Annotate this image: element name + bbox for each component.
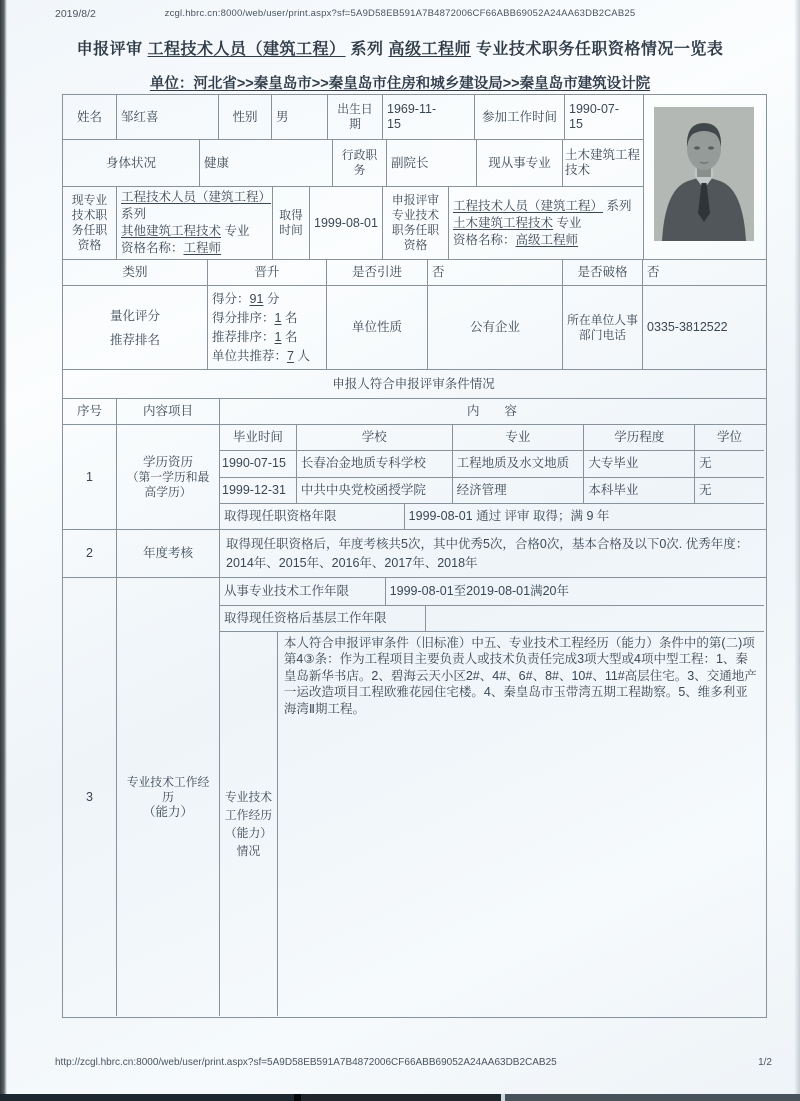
item2-review-group [63,529,766,577]
gender-label: 性别 [218,95,271,139]
current-cert-name: 工程师 [183,241,222,255]
item2-text: 取得现任职资格后，年度考核共5次，其中优秀5次，合格0次，基本合格及以下0次. 优秀年度：2014年、2015年、2016年、2017年、2018年 [219,530,764,577]
col-header-item: 内容项目 [116,399,219,424]
applied-title-value: 工程技术人员（建筑工程） 系列 土木建筑工程技术 专业 资格名称：高级工程师 [448,187,643,259]
tenure-value: 1999-08-01 通过 评审 取得；满 9 年 [404,504,764,529]
unit-type-label: 单位性质 [326,286,427,369]
category-value: 晋升 [207,260,326,285]
item3-content [219,578,764,1016]
edu1-school: 长春冶金地质专科学校 [296,451,452,477]
category-label: 类别 [122,265,148,279]
form-title-prefix: 申报评审 [76,41,148,58]
edu1-major: 工程地质及水文地质 [452,451,584,477]
scan-bottom-edge [0,1094,800,1101]
obtain-date-value: 1999-08-01 [309,187,382,259]
health-label: 身体状况 [105,155,156,170]
applied-title-label: 申报评审专业技术职务任职资格 [382,187,448,259]
applied-series: 工程技术人员（建筑工程） [453,198,604,213]
applied-cert-name: 高级工程师 [515,232,579,247]
conditions-section-title: 申报人符合申报评审条件情况 [332,376,495,391]
score-rank-value: 1 [274,311,282,325]
page-number: 1/2 [758,1057,772,1068]
basic-info-group [63,95,766,259]
applicant-photo [654,107,754,241]
edu1-academic: 无 [694,451,764,477]
exception-value: 否 [642,260,764,285]
import-label: 是否引进 [326,260,427,285]
edu1-degree: 大专毕业 [583,451,694,477]
admin-title-label: 行政职务 [332,140,386,186]
exception-label: 是否破格 [562,260,642,285]
work-start-value: 1990-07-15 [564,95,643,139]
unit-breadcrumb [0,72,800,93]
item2-no: 2 [86,546,93,560]
hr-phone-label: 所在单位人事部门电话 [562,286,642,369]
scan-right-shadow [794,0,800,1094]
col-header-content: 内 容 [219,399,764,424]
current-title-label: 现专业技术职务任职资格 [71,193,108,252]
birth-label: 出生日期 [327,95,382,139]
work-start-label: 参加工作时间 [474,95,564,139]
item1-no: 1 [86,469,93,484]
item3-no: 3 [86,789,93,804]
unit-path: 河北省>>秦皇岛市>>秦皇岛市住房和城乡建设局>>秦皇岛市建筑设计院 [193,76,651,92]
conditions-section-row [63,369,766,398]
item1-name: 学历资历 （第一学历和最高学历） [116,425,219,529]
basic-info-rows [63,95,643,259]
form-title-series: 工程技术人员（建筑工程） [147,41,346,58]
score-details: 得分：91 分 得分排序：1 名 推荐排序：1 名 单位共推荐：7 人 [207,286,326,369]
rec-rank-value: 1 [274,330,282,344]
profession-label: 现从事专业 [476,140,562,186]
edu-header-degree: 学历程度 [583,425,694,450]
edu-header-academic: 学位 [694,425,764,450]
score-row [63,285,766,369]
unit-label: 单位： [149,76,194,92]
current-series: 工程技术人员（建筑工程） [121,190,272,204]
form-title-middle: 系列 [345,41,389,58]
current-title-value: 工程技术人员（建筑工程）系列 其他建筑工程技术 专业 资格名称：工程师 [116,187,272,259]
current-specialty: 其他建筑工程技术 [121,224,222,238]
applicant-photo-cell [643,95,764,259]
applied-specialty: 土木建筑工程技术 [453,215,554,230]
total-recommended-value: 7 [287,349,294,363]
edu2-school: 中共中央党校函授学院 [296,478,452,504]
gender-value: 男 [271,95,327,139]
edu2-major: 经济管理 [452,478,584,504]
edu-header-school: 学校 [296,425,452,450]
form-title [0,36,800,59]
base-years-label: 取得现任资格后基层工作年限 [224,610,387,625]
edu-row-2 [220,477,764,504]
item2-name: 年度考核 [116,530,219,577]
edu-row-1 [220,450,764,477]
category-row [63,259,766,285]
edu2-date: 1999-12-31 [222,482,286,497]
scan-left-shadow [0,0,7,1094]
health-value: 健康 [199,140,332,186]
edu1-date: 1990-07-15 [222,456,286,471]
import-value: 否 [427,260,562,285]
work-years-value: 1999-08-01至2019-08-01满20年 [385,578,764,605]
print-date: 2019/8/2 [55,8,96,20]
conditions-header-row [63,398,766,424]
score-section-label: 量化评分 推荐排名 [109,308,160,347]
col-header-no: 序号 [76,404,102,418]
hr-phone-value: 0335-3812522 [642,286,764,369]
experience-detail-text: 本人符合申报评审条件（旧标准）中五、专业技术工程经历（能力）条件中的第(二)项第4③条：作为工程项目主要负责人或技术负责任完成3项大型或4项中型工程：1、秦皇岛新华书店。2、碧海云天小区2#、4#、6#、8#、10#、11#高层住宅。3、交通地产一运改造项目工程欧雅花园住宅楼。4、秦皇岛市玉带湾五期工程勘察。5、维多利亚海湾Ⅱ期工程。 [277,632,764,1016]
edu2-academic: 无 [694,478,764,504]
form-title-level: 高级工程师 [388,41,471,58]
birth-value: 1969-11-15 [382,95,474,139]
name-label: 姓名 [76,109,102,124]
unit-type-value: 公有企业 [427,286,562,369]
name-value: 邹红喜 [116,95,218,139]
work-years-label: 从事专业技术工作年限 [224,583,350,598]
profession-value: 土木建筑工程技术 [562,140,643,186]
form-title-suffix: 专业技术职务任职资格情况一览表 [470,41,724,58]
experience-detail-label: 专业技术工作经历（能力）情况 [224,789,273,858]
item1-content [219,425,764,529]
edu2-degree: 本科毕业 [583,478,694,504]
item1-education-group [63,424,766,529]
score-value: 91 [249,292,264,306]
item3-name: 专业技术工作经历 （能力） [116,578,219,1016]
print-header-url: zcgl.hbrc.cn:8000/web/user/print.aspx?sf=5A9D58EB591A7B4872006CF66ABB69052A24AA63DB2CAB25 [164,8,636,19]
tenure-label: 取得现任职资格年限 [224,509,337,524]
qualification-table [62,94,767,1018]
base-years-value [425,606,764,631]
print-footer-url: http://zcgl.hbrc.cn:8000/web/user/print.aspx?sf=5A9D58EB591A7B4872006CF66ABB69052A24AA63DB2CAB25 [55,1057,557,1068]
edu-header-major: 专业 [452,425,584,450]
item3-experience-group [63,577,766,1016]
edu-header-date: 毕业时间 [232,429,283,444]
admin-title-value: 副院长 [386,140,476,186]
obtain-date-label: 取得时间 [272,187,309,259]
